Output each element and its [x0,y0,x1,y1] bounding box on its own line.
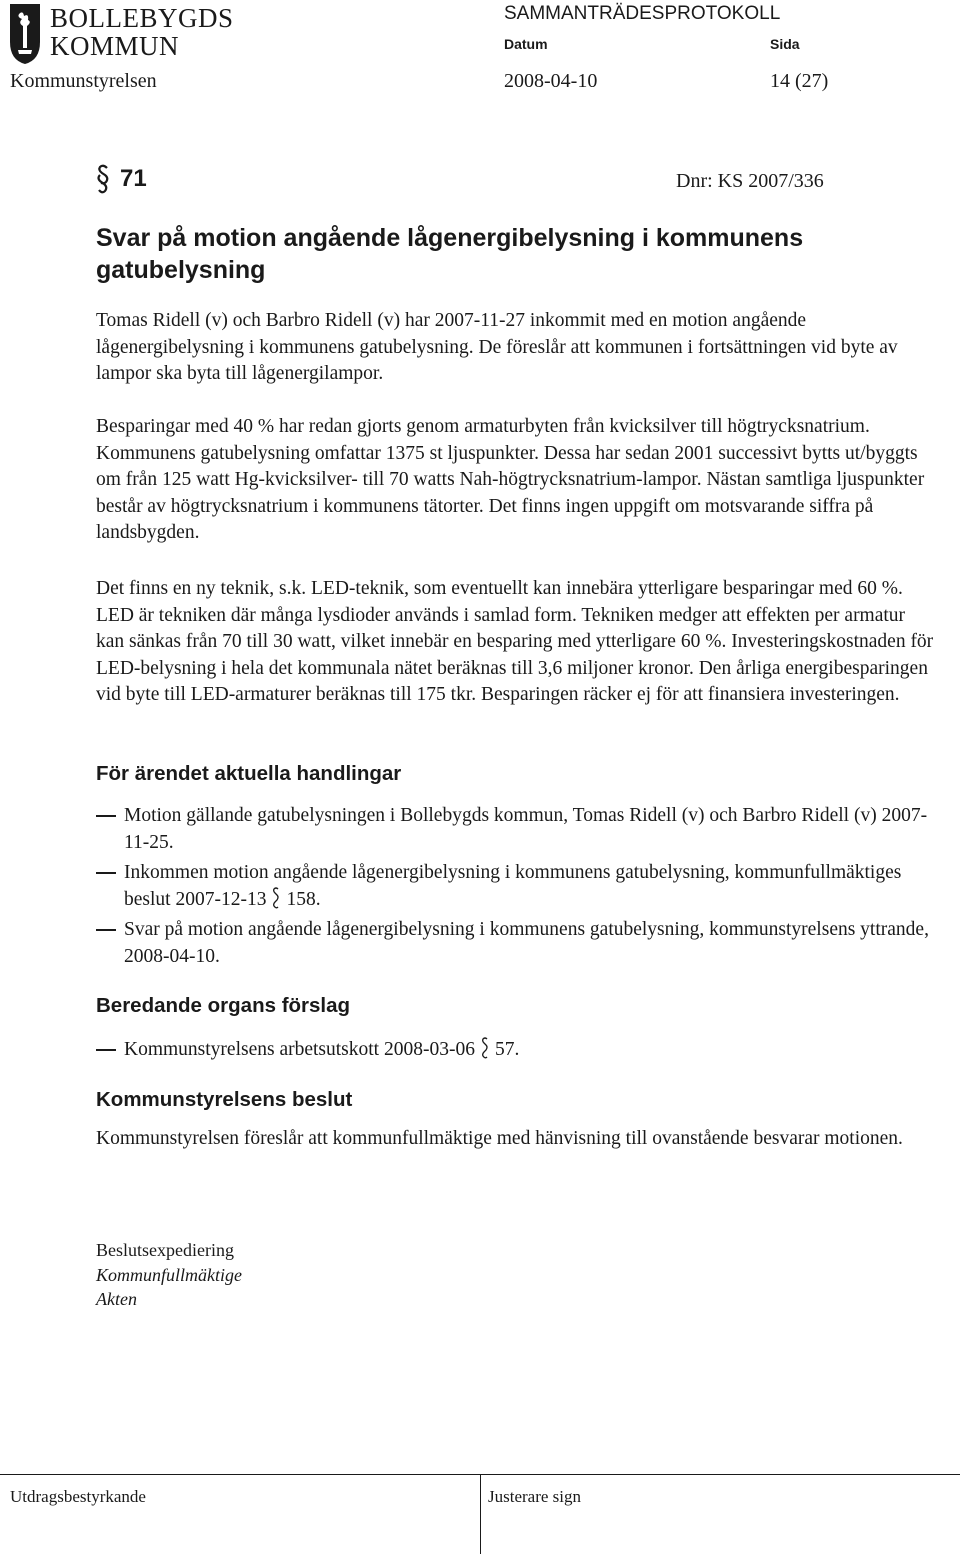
footer-signature-label: Justerare sign [488,1487,582,1506]
page-number: 14 (27) [770,70,829,92]
list-item [96,1036,936,1063]
dash-bullet-icon [96,929,116,931]
heading-handlingar: För ärendet aktuella handlingar [96,762,402,785]
logo-line-1: BOLLEBYGDS [50,3,234,33]
footer-certification-label: Utdragsbestyrkande [10,1487,146,1506]
paragraph-motion: Tomas Ridell (v) och Barbro Ridell (v) har 2007-11-27 inkommit med en motion angående lågenergibelysning i kommunens gatubelysning. De föreslår att kommunen i fortsättningen vid byte av lampor ska byta till lågenergilampor. [96,310,898,385]
heading-beslut: Kommunstyrelsens beslut [96,1088,353,1111]
distribution-recipient: Akten [96,1289,137,1309]
page-title: Svar på motion angående lågenergibelysning i kommunens gatubelysning [96,224,804,284]
list-item-text-end: 158. [286,889,321,910]
protocol-title: SAMMANTRÄDESPROTOKOLL [504,3,781,24]
footer-divider-vertical [480,1474,481,1554]
heading-beredande: Beredande organs förslag [96,994,351,1017]
distribution-block [96,1238,242,1312]
municipality-logo [10,4,250,68]
list-item [96,802,936,856]
logo-line-2: KOMMUN [50,31,180,61]
list-item-text: Kommunstyrelsens arbetsutskott 2008-03-06 [124,1039,475,1060]
page-label: Sida [770,36,800,52]
list-item-text: Motion gällande gatubelysningen i Bollebygds kommun, Tomas Ridell (v) och Barbro Ridell (v) 2007-11-25. [124,805,928,853]
section-sign-icon [272,887,280,909]
paragraph-decision: Kommunstyrelsen föreslår att kommunfullmäktige med hänvisning till ovanstående besvarar motionen. [96,1128,903,1149]
handlingar-list [96,802,936,973]
distribution-label: Beslutsexpediering [96,1240,234,1260]
dash-bullet-icon [96,1049,116,1051]
section-number-text: 71 [120,165,147,192]
section-sign-icon [96,164,110,194]
list-item-text: Svar på motion angående lågenergibelysning i kommunens gatubelysning, kommunstyrelsens yttrande, 2008-04-10. [124,919,929,967]
paragraph-savings: Besparingar med 40 % har redan gjorts genom armaturbyten från kvicksilver till högtrycksnatrium. Kommunens gatubelysning omfattar 1375 st ljuspunkter. Dessa har sedan 2001 successivt bytts ut/byggts om från 125 watt Hg-kvicksilver- till 70 watts Nah-högtrycksnatrium-lampor. Nästan samtliga ljuspunkter består av högtrycksnatrium i kommunens tätorter. Det finns ingen uppgift om motsvarande siffra på landsbygden. [96,416,925,544]
date-label: Datum [504,36,548,52]
organ-name: Kommunstyrelsen [10,70,157,92]
dash-bullet-icon [96,872,116,874]
section-number [96,164,147,194]
list-item [96,916,936,970]
beredande-list [96,1036,936,1066]
logo-wordmark [50,4,234,60]
distribution-recipient: Kommunfullmäktige [96,1264,242,1285]
meeting-date: 2008-04-10 [504,70,598,92]
dash-bullet-icon [96,815,116,817]
list-item-text-end: 57. [494,1039,520,1060]
paragraph-led: Det finns en ny teknik, s.k. LED-teknik, som eventuellt kan innebära ytterligare besparingar med 60 %. LED är tekniken där många lysdioder används i samlad form. Tekniken medger att effekten per armatur kan sänkas från 70 till 30 watt, vilket innebär en besparing med ytterligare 60 %. Investeringskostnaden för LED-belysning i hela det kommunala nätet beräknas till 3,6 miljoner kronor. Den årliga energibesparingen vid byte till LED-armaturer beräknas till 175 tkr. Besparingen räcker ej för att finansiera investeringen. [96,578,934,706]
list-item-text: Inkommen motion angående lågenergibelysning i kommunens gatubelysning, kommunfullmäktiges beslut 2007-12-13 [124,862,902,910]
coat-of-arms-icon [10,4,40,64]
diary-number: Dnr: KS 2007/336 [676,170,824,192]
section-sign-icon [481,1037,489,1059]
list-item [96,859,936,913]
